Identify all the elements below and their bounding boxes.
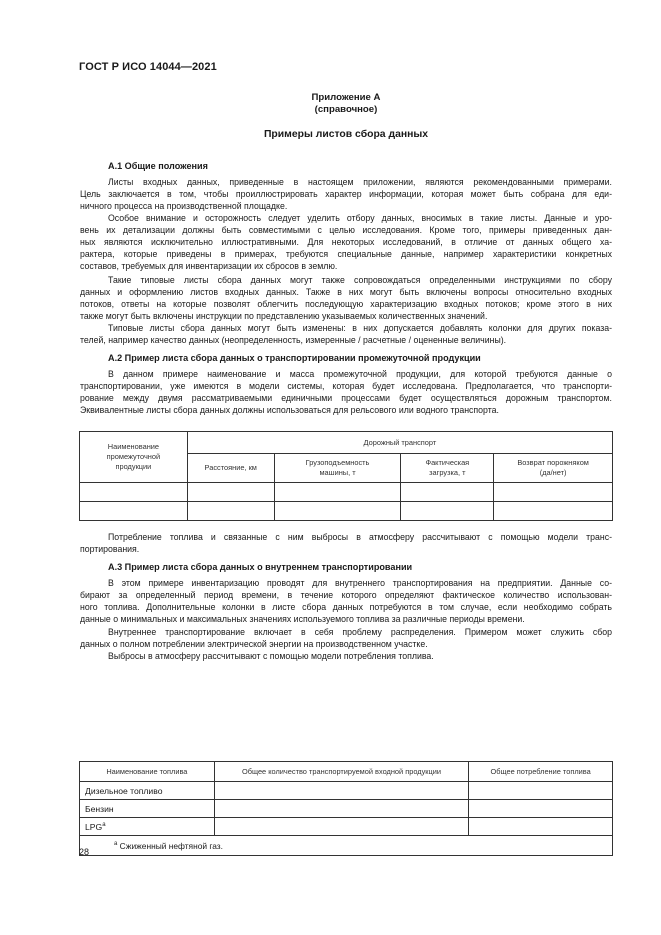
s1-paragraph-1 [80, 176, 612, 212]
section-a1-title: А.1 Общие положения [108, 161, 208, 171]
text-line: составов, требуемых для инвентаризации их сбросов в землю. [80, 261, 338, 271]
table-cell[interactable] [401, 483, 494, 502]
table-cell[interactable] [274, 483, 401, 502]
table-cell[interactable] [469, 818, 613, 836]
s1-paragraph-3 [80, 274, 612, 322]
text-line: ных являются исключительно иллюстративными. Для некоторых исследований, в отличие от данных общего ха- [80, 237, 612, 247]
table-cell[interactable] [274, 502, 401, 521]
text-line: ничного процесса на производственной площадке. [80, 201, 288, 211]
section-a3-title: А.3 Пример листа сбора данных о внутреннем транспортировании [108, 562, 413, 572]
text-line: вень их детализации должны быть совместимыми с целью исследования. Кроме того, примеры приведенных дан- [80, 225, 612, 235]
table-cell[interactable] [469, 782, 613, 800]
table-cell[interactable] [187, 483, 274, 502]
s2-paragraph-1 [80, 368, 612, 416]
text-line: В этом примере инвентаризацию проводят для внутреннего транспортирования на предприятии. Данные со- [108, 578, 612, 588]
text-line: Листы входных данных, приведенные в настоящем приложении, являются рекомендованными примерами. [108, 177, 612, 187]
col-header-load: Фактическая загрузка, т [401, 454, 494, 483]
table-row [80, 800, 613, 818]
text-line: ного топлива. Дополнительные колонки в листе сбора данных потребуются в том случае, если необходимо собрать [80, 602, 612, 612]
s1-paragraph-4 [80, 322, 612, 346]
text-line: Выбросы в атмосферу рассчитывают с помощью модели потребления топлива. [108, 651, 434, 661]
text-line: Внутреннее транспортирование включает в себя проблему распределения. Примером может служить сбор [108, 627, 612, 637]
text-line: В данном примере наименование и масса промежуточной продукции, для которой требуются данные о [108, 369, 612, 379]
table-cell[interactable] [214, 818, 468, 836]
table-cell[interactable] [80, 502, 188, 521]
col-header-fuel: Наименование топлива [80, 762, 215, 782]
road-transport-table [79, 431, 613, 521]
text-line: Потребление топлива и связанные с ним выбросы в атмосферу рассчитывают с помощью модели транс- [108, 532, 612, 542]
table-cell[interactable] [494, 502, 613, 521]
row-label-lpg: LPG$^a$ [80, 818, 215, 836]
text-line: потоков, ответы на которые позволят облегчить последующую характеризацию входных потоков; кроме этого в них [80, 299, 612, 309]
col-header-total-input: Общее количество транспортируемой входной продукции [214, 762, 468, 782]
text-line: Цель заключается в том, чтобы проиллюстрировать характер информации, которая может быть собрана для еди- [80, 189, 612, 199]
text-line: портирования. [80, 544, 140, 554]
footnote-ref: a [102, 821, 106, 828]
text-line: транспортировании, уже имеются в модели системы, которая будет исследована. Предполагается, что транспорти- [80, 381, 612, 391]
text-line: рование между двумя рассматриваемыми единичными процессами будет осуществляться дорожным транспортом. [80, 393, 612, 403]
appendix-subtitle: (справочное) [314, 104, 378, 115]
col-header-total-fuel: Общее потребление топлива [469, 762, 613, 782]
text-line: данных и оформлению листов входных данных. Также в них могут быть включены вопросы относительно входных [80, 287, 612, 297]
text-line: Такие типовые листы сбора данных могут также сопровождаться определенными инструкциями по сбору [108, 275, 612, 285]
row-label-diesel: Дизельное топливо [80, 782, 215, 800]
s1-paragraph-2 [80, 212, 612, 272]
s3-paragraph-2 [80, 626, 612, 650]
text-line: Особое внимание и осторожность следует уделить отбору данных, вносимых в такие листы. Данные и уро- [108, 213, 612, 223]
table-row [80, 483, 613, 502]
text-line: бирают за определенный период времени, в течение которого определяют фактическое количество использован- [80, 590, 612, 600]
table-cell[interactable] [469, 800, 613, 818]
internal-transport-table [79, 761, 613, 856]
text-line: также могут быть включены инструкции по представлению указываемых количественных значений. [80, 311, 488, 321]
col-header-distance: Расстояние, км [187, 454, 274, 483]
group-header-road-transport: Дорожный транспорт [187, 432, 612, 454]
col-header-empty-return: Возврат порожняком (да/нет) [494, 454, 613, 483]
s3-paragraph-1 [80, 577, 612, 625]
s2-paragraph-2 [80, 531, 612, 555]
standard-header: ГОСТ Р ИСО 14044—2021 [79, 61, 217, 73]
table-cell[interactable] [401, 502, 494, 521]
col-header-product: Наименование промежуточной продукции [80, 432, 188, 483]
table-row [80, 818, 613, 836]
text-line: данных о полном потреблении электрической энергии на производственном участке. [80, 639, 428, 649]
appendix-title: Приложение А [311, 92, 381, 103]
appendix-heading: Примеры листов сбора данных [263, 129, 429, 140]
text-line: телей, например качество данных (неопределенность, измеренные / расчетные / оцененные величины). [80, 335, 507, 345]
text-line: данные о минимальных и максимальных значениях используемого топлива за различные периоды времени. [80, 614, 525, 624]
s3-paragraph-3 [80, 650, 612, 662]
table-cell[interactable] [214, 800, 468, 818]
section-a2-title: А.2 Пример листа сбора данных о транспортировании промежуточной продукции [108, 353, 481, 363]
text-line: Типовые листы сбора данных могут быть изменены: в них допускается добавлять колонки для других показа- [108, 323, 612, 333]
table-cell[interactable] [80, 483, 188, 502]
table-row [80, 782, 613, 800]
table-footnote: $^a$ Сжиженный нефтяной газ. [80, 836, 613, 856]
text-line: Эквивалентные листы сбора данных должны использоваться для рельсового или водного транспорта. [80, 405, 499, 415]
table-cell[interactable] [494, 483, 613, 502]
page-number: 28 [79, 847, 90, 857]
table-cell[interactable] [214, 782, 468, 800]
table-row [80, 502, 613, 521]
table-cell[interactable] [187, 502, 274, 521]
row-label-gasoline: Бензин [80, 800, 215, 818]
text-line: рактера, которые приведены в примерах, требуются специальные данные, например характеристики конкретных [80, 249, 612, 259]
col-header-capacity: Грузоподъемность машины, т [274, 454, 401, 483]
